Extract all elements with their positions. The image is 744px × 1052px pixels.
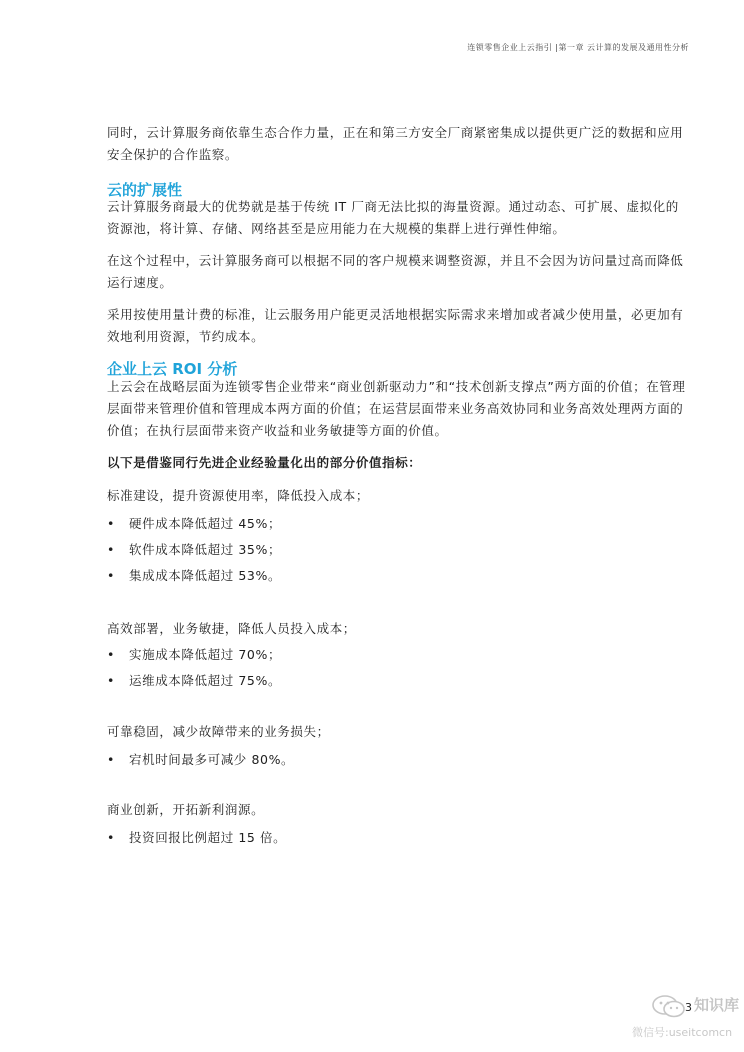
running-header: 连锁零售企业上云指引 |第一章 云计算的发展及通用性分析 — [467, 43, 689, 52]
bullet-icon: • — [107, 516, 115, 531]
bullet-icon: • — [107, 542, 115, 557]
list-item: • 硬件成本降低超过 45%； — [107, 511, 281, 537]
bullet-icon: • — [107, 752, 115, 767]
group-list-innovation — [107, 825, 286, 851]
bullet-icon: • — [107, 568, 115, 583]
bullet-icon: • — [107, 647, 115, 662]
heading-roi: 企业上云 ROI 分析 — [107, 360, 238, 378]
watermark — [632, 990, 742, 1046]
group-title-reliability: 可靠稳固，减少故障带来的业务损失； — [107, 724, 330, 739]
list-item: • 运维成本降低超过 75%。 — [107, 668, 281, 694]
wechat-icon — [652, 994, 686, 1020]
intro-paragraph: 同时，云计算服务商依靠生态合作力量，正在和第三方安全厂商紧密集成以提供更广泛的数据和应用安全保护的合作监察。 — [107, 125, 684, 162]
list-item: • 宕机时间最多可减少 80%。 — [107, 747, 294, 773]
list-item: • 软件成本降低超过 35%； — [107, 537, 281, 563]
bullet-icon: • — [107, 673, 115, 688]
list-item: • 集成成本降低超过 53%。 — [107, 563, 281, 589]
page-number: 3 — [685, 1001, 692, 1014]
group-list-deployment — [107, 642, 281, 694]
scalability-paragraph-3: 采用按使用量计费的标准，让云服务用户能更灵活地根据实际需求来增加或者减少使用量，必更加有效地利用资源，节约成本。 — [107, 307, 684, 344]
group-title-innovation: 商业创新，开拓新利润源。 — [107, 802, 265, 817]
group-list-reliability — [107, 747, 294, 773]
list-item: • 投资回报比例超过 15 倍。 — [107, 825, 286, 851]
group-list-standard — [107, 511, 281, 589]
indicators-title: 以下是借鉴同行先进企业经验量化出的部分价值指标： — [107, 455, 422, 470]
group-title-deployment: 高效部署，业务敏捷，降低人员投入成本； — [107, 621, 356, 636]
watermark-sub: 微信号:useitcomcn — [632, 1026, 733, 1039]
roi-paragraph: 上云会在战略层面为连锁零售企业带来“商业创新驱动力”和“技术创新支撑点”两方面的价值；在管理层面带来管理价值和管理成本两方面的价值；在运营层面带来业务高效协同和业务高效处理两方面的价值；在执行层面带来资产收益和业务敏捷等方面的价值。 — [107, 379, 686, 438]
group-title-standard: 标准建设，提升资源使用率，降低投入成本； — [107, 488, 370, 503]
scalability-paragraph-1: 云计算服务商最大的优势就是基于传统 IT 厂商无法比拟的海量资源。通过动态、可扩展、虚拟化的资源池，将计算、存储、网络甚至是应用能力在大规模的集群上进行弹性伸缩。 — [107, 199, 679, 236]
bullet-icon: • — [107, 830, 115, 845]
heading-scalability: 云的扩展性 — [107, 181, 183, 199]
scalability-paragraph-2: 在这个过程中，云计算服务商可以根据不同的客户规模来调整资源，并且不会因为访问量过高而降低运行速度。 — [107, 253, 684, 290]
watermark-brand: 知识库 — [694, 996, 740, 1014]
list-item: • 实施成本降低超过 70%； — [107, 642, 281, 668]
